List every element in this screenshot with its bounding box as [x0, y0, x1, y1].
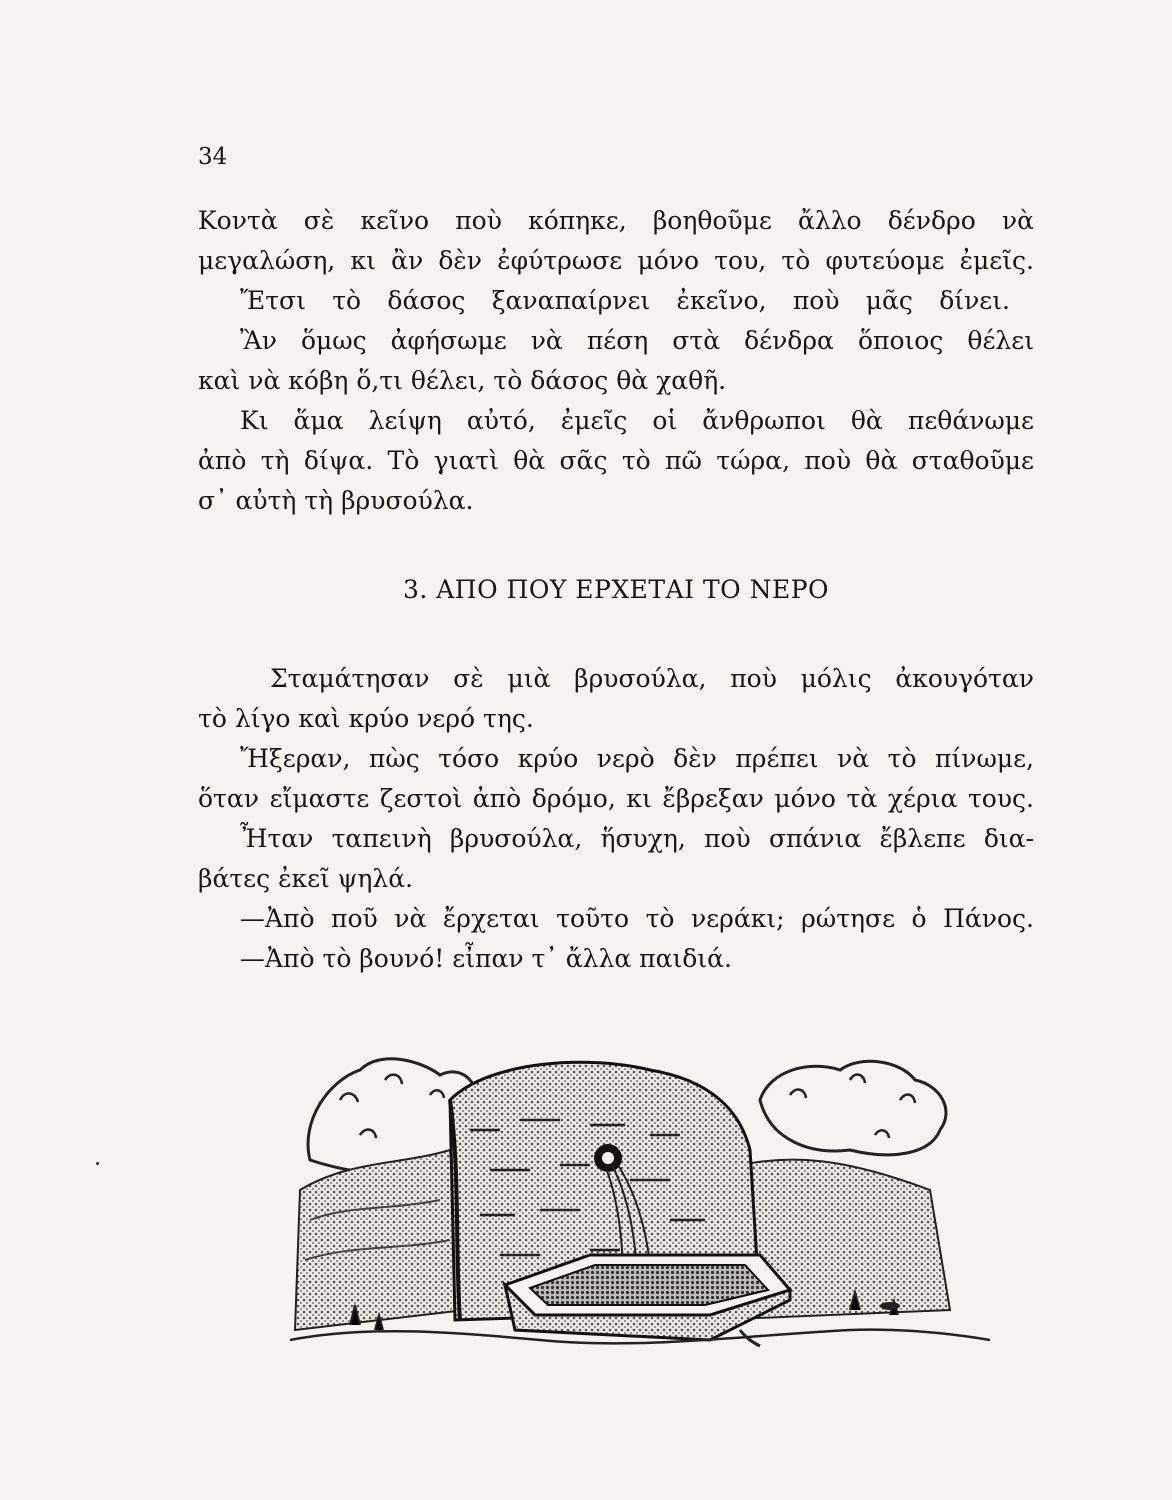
text-line: ὅταν εἴμαστε ζεστοὶ ἀπὸ δρόμο, κι ἔβρεξαν μόνο τὰ χέρια τους.: [198, 784, 1034, 813]
text-line: —Ἀπὸ ποῦ νὰ ἔρχεται τοῦτο τὸ νεράκι; ρώτησε ὁ Πάνος.: [240, 904, 1034, 933]
text-line: μεγαλώση, κι ἂν δὲν ἐφύτρωσε μόνο του, τὸ φυτεύομε ἐμεῖς.: [198, 246, 1034, 275]
text-line: βάτες ἐκεῖ ψηλά.: [198, 864, 414, 893]
text-line: Ἂν ὅμως ἀφήσωμε νὰ πέση στὰ δένδρα ὅποιος θέλει: [240, 326, 1034, 355]
text-line: τὸ λίγο καὶ κρύο νερό της.: [198, 704, 534, 733]
text-line: ἀπὸ τὴ δίψα. Τὸ γιατὶ θὰ σᾶς τὸ πῶ τώρα, ποὺ θὰ σταθοῦμε: [198, 446, 1034, 475]
text-line: —Ἀπὸ τὸ βουνό! εἶπαν τ᾿ ἄλλα παιδιά.: [240, 944, 732, 973]
text-line: Κι ἅμα λείψη αὐτό, ἐμεῖς οἱ ἄνθρωποι θὰ πεθάνωμε: [240, 406, 1034, 435]
page-number: 34: [198, 144, 228, 170]
text-line: σ᾿ αὐτὴ τὴ βρυσούλα.: [198, 486, 474, 515]
text-line: Ἤξεραν, πὼς τόσο κρύο νερὸ δὲν πρέπει νὰ τὸ πίνωμε,: [240, 744, 1034, 773]
fountain-illustration: [290, 1040, 990, 1370]
section-heading: 3. ΑΠΟ ΠΟΥ ΕΡΧΕΤΑΙ ΤΟ ΝΕΡΟ: [402, 575, 830, 604]
text-line: Σταμάτησαν σὲ μιὰ βρυσούλα, ποὺ μόλις ἀκουγόταν: [270, 664, 1034, 693]
page-speck: [96, 1162, 99, 1165]
text-line: Ἔτσι τὸ δάσος ξαναπαίρνει ἐκεῖνο, ποὺ μᾶς δίνει.: [240, 286, 1010, 315]
text-line: Κοντὰ σὲ κεῖνο ποὺ κόπηκε, βοηθοῦμε ἄλλο δένδρο νὰ: [198, 206, 1034, 235]
text-line: Ἦταν ταπεινὴ βρυσούλα, ἥσυχη, ποὺ σπάνια ἔβλεπε δια-: [240, 824, 1034, 853]
text-line: καὶ νὰ κόβη ὅ,τι θέλει, τὸ δάσος θὰ χαθῆ.: [198, 366, 727, 395]
